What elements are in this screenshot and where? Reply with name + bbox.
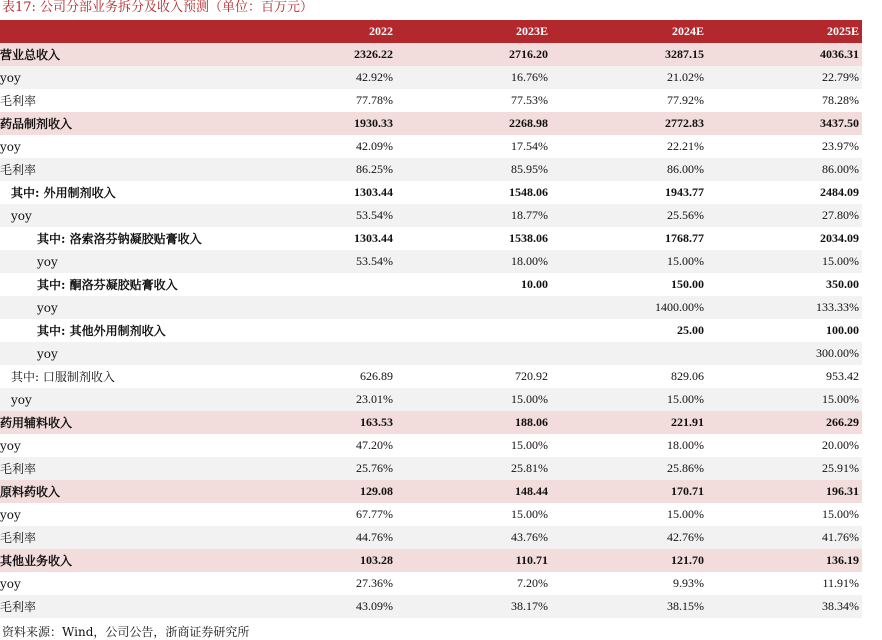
row-value: 78.28% xyxy=(822,93,859,107)
row-value: 10.00 xyxy=(521,277,548,291)
row-value: 15.00% xyxy=(551,388,707,411)
table-row xyxy=(0,526,862,549)
row-label: 药用辅料收入 xyxy=(0,411,238,434)
row-value: 121.70 xyxy=(551,549,707,572)
row-value: 221.91 xyxy=(551,411,707,434)
row-value: 86.00% xyxy=(551,158,707,181)
header-cell-2025e: 2025E xyxy=(707,20,862,43)
row-value xyxy=(396,342,551,365)
row-value: 1400.00% xyxy=(551,296,707,319)
row-value: 25.00 xyxy=(677,323,704,337)
row-label: yoy xyxy=(0,576,21,591)
table-row xyxy=(0,503,862,526)
row-label: yoy xyxy=(0,139,21,154)
row-value: 25.91% xyxy=(707,457,862,480)
row-value: 21.02% xyxy=(551,66,707,89)
header-row xyxy=(0,20,862,43)
row-value: 42.76% xyxy=(551,526,707,549)
row-label: 其中: 口服制剂收入 xyxy=(11,370,115,384)
row-value: 3437.50 xyxy=(707,112,862,135)
row-value: 11.91% xyxy=(822,576,859,590)
row-value: 110.71 xyxy=(396,549,551,572)
row-value: 42.92% xyxy=(238,66,396,89)
row-value: 15.00% xyxy=(667,507,704,521)
header-cell-label xyxy=(0,20,238,43)
row-value: 15.00% xyxy=(511,438,548,452)
row-value: 1943.77 xyxy=(665,185,704,199)
row-value: 170.71 xyxy=(551,480,707,503)
row-value: 85.95% xyxy=(396,158,551,181)
table-row xyxy=(0,572,862,595)
forecast-table xyxy=(0,20,862,618)
row-value: 18.77% xyxy=(396,204,551,227)
table-row xyxy=(0,204,862,227)
table-row xyxy=(0,273,862,296)
row-label: 毛利率 xyxy=(0,158,238,181)
row-value: 41.76% xyxy=(707,526,862,549)
row-value: 22.21% xyxy=(667,139,704,153)
row-label: yoy xyxy=(0,438,21,453)
row-label: 毛利率 xyxy=(0,595,238,618)
row-label: 其中: 其他外用制剂收入 xyxy=(37,324,166,338)
row-value: 163.53 xyxy=(238,411,396,434)
row-value: 100.00 xyxy=(826,323,859,337)
row-label: yoy xyxy=(0,66,238,89)
row-label: 其中: 外用制剂收入 xyxy=(11,186,116,200)
row-value: 266.29 xyxy=(707,411,862,434)
row-value: 27.36% xyxy=(356,576,393,590)
row-value: 2484.09 xyxy=(820,185,859,199)
row-value: 67.77% xyxy=(356,507,393,521)
table-body xyxy=(0,43,862,618)
row-value: 86.25% xyxy=(238,158,396,181)
row-value: 38.17% xyxy=(396,595,551,618)
row-value: 2034.09 xyxy=(820,231,859,245)
row-label: 其中: 洛索洛芬钠凝胶贴膏收入 xyxy=(37,232,202,246)
table-row xyxy=(0,549,862,572)
table-row xyxy=(0,66,862,89)
table-row xyxy=(0,388,862,411)
row-label: 其中: 酮洛芬凝胶贴膏收入 xyxy=(37,278,178,292)
row-value: 133.33% xyxy=(707,296,862,319)
header-cell-2022: 2022 xyxy=(238,20,396,43)
table-row xyxy=(0,365,862,388)
row-label: 营业总收入 xyxy=(0,43,238,66)
row-label: yoy xyxy=(0,296,238,319)
row-value: 15.00% xyxy=(551,250,707,273)
row-label: yoy xyxy=(0,388,238,411)
row-value xyxy=(238,273,396,296)
row-value: 38.34% xyxy=(707,595,862,618)
row-value: 829.06 xyxy=(671,369,704,383)
row-value: 77.78% xyxy=(356,93,393,107)
row-value: 1548.06 xyxy=(509,185,548,199)
table-title: 表17: 公司分部业务拆分及收入预测（单位：百万元） xyxy=(2,0,314,15)
source-note: 资料来源：Wind，公司公告，浙商证券研究所 xyxy=(2,625,250,639)
table-row xyxy=(0,457,862,480)
row-label: yoy xyxy=(0,204,238,227)
row-value: 43.09% xyxy=(238,595,396,618)
row-value: 2326.22 xyxy=(238,43,396,66)
row-value: 25.56% xyxy=(551,204,707,227)
row-value: 77.53% xyxy=(511,93,548,107)
row-value xyxy=(551,342,707,365)
row-value xyxy=(238,296,396,319)
row-value: 3287.15 xyxy=(551,43,707,66)
row-value: 1303.44 xyxy=(354,185,393,199)
table-row xyxy=(0,250,862,273)
row-value: 22.79% xyxy=(707,66,862,89)
table-row xyxy=(0,595,862,618)
row-value: 1930.33 xyxy=(238,112,396,135)
table-row xyxy=(0,43,862,66)
row-value: 2772.83 xyxy=(551,112,707,135)
row-value: 15.00% xyxy=(511,507,548,521)
row-value: 2268.98 xyxy=(396,112,551,135)
row-value: 15.00% xyxy=(396,388,551,411)
row-value xyxy=(396,296,551,319)
row-label: 毛利率 xyxy=(0,526,238,549)
row-value: 2716.20 xyxy=(396,43,551,66)
table-row xyxy=(0,112,862,135)
row-value: 15.00% xyxy=(822,507,859,521)
row-value: 86.00% xyxy=(707,158,862,181)
row-value: 17.54% xyxy=(511,139,548,153)
header-cell-2023e: 2023E xyxy=(396,20,551,43)
row-value: 188.06 xyxy=(396,411,551,434)
table-row xyxy=(0,158,862,181)
row-value: 1538.06 xyxy=(509,231,548,245)
row-label: yoy xyxy=(0,507,21,522)
row-label: yoy xyxy=(0,342,238,365)
row-value: 27.80% xyxy=(707,204,862,227)
row-value: 150.00 xyxy=(671,277,704,291)
row-value: 720.92 xyxy=(515,369,548,383)
table-row xyxy=(0,434,862,457)
row-value: 148.44 xyxy=(396,480,551,503)
row-value xyxy=(238,319,396,342)
row-label: 毛利率 xyxy=(0,94,37,108)
table-row xyxy=(0,89,862,112)
header-cell-2024e: 2024E xyxy=(551,20,707,43)
row-value: 18.00% xyxy=(667,438,704,452)
row-value: 23.01% xyxy=(238,388,396,411)
table-row xyxy=(0,135,862,158)
row-value: 25.86% xyxy=(551,457,707,480)
row-value: 20.00% xyxy=(822,438,859,452)
row-label: 药品制剂收入 xyxy=(0,112,238,135)
row-value: 196.31 xyxy=(707,480,862,503)
row-value: 1303.44 xyxy=(354,231,393,245)
row-value: 15.00% xyxy=(707,250,862,273)
row-value: 129.08 xyxy=(238,480,396,503)
row-label: 原料药收入 xyxy=(0,480,238,503)
row-label: 其他业务收入 xyxy=(0,549,238,572)
row-value: 25.76% xyxy=(238,457,396,480)
row-value xyxy=(396,319,551,342)
table-row xyxy=(0,296,862,319)
row-value: 44.76% xyxy=(238,526,396,549)
row-value: 47.20% xyxy=(356,438,393,452)
table-row xyxy=(0,342,862,365)
row-value: 53.54% xyxy=(238,250,396,273)
row-value: 23.97% xyxy=(822,139,859,153)
row-value: 1768.77 xyxy=(665,231,704,245)
row-value: 43.76% xyxy=(396,526,551,549)
row-value: 42.09% xyxy=(356,139,393,153)
row-value: 7.20% xyxy=(517,576,548,590)
table-row xyxy=(0,181,862,204)
row-value: 4036.31 xyxy=(707,43,862,66)
row-value: 15.00% xyxy=(707,388,862,411)
row-value: 300.00% xyxy=(707,342,862,365)
row-value: 38.15% xyxy=(551,595,707,618)
table-row xyxy=(0,480,862,503)
row-value: 136.19 xyxy=(707,549,862,572)
row-value: 77.92% xyxy=(667,93,704,107)
row-label: yoy xyxy=(0,250,238,273)
row-value xyxy=(238,342,396,365)
row-value: 16.76% xyxy=(396,66,551,89)
row-value: 18.00% xyxy=(396,250,551,273)
row-value: 9.93% xyxy=(673,576,704,590)
row-value: 953.42 xyxy=(826,369,859,383)
row-value: 53.54% xyxy=(238,204,396,227)
row-value: 350.00 xyxy=(826,277,859,291)
table-row xyxy=(0,319,862,342)
table-row xyxy=(0,227,862,250)
table-row xyxy=(0,411,862,434)
row-label: 毛利率 xyxy=(0,457,238,480)
row-value: 626.89 xyxy=(360,369,393,383)
row-value: 25.81% xyxy=(396,457,551,480)
row-value: 103.28 xyxy=(238,549,396,572)
